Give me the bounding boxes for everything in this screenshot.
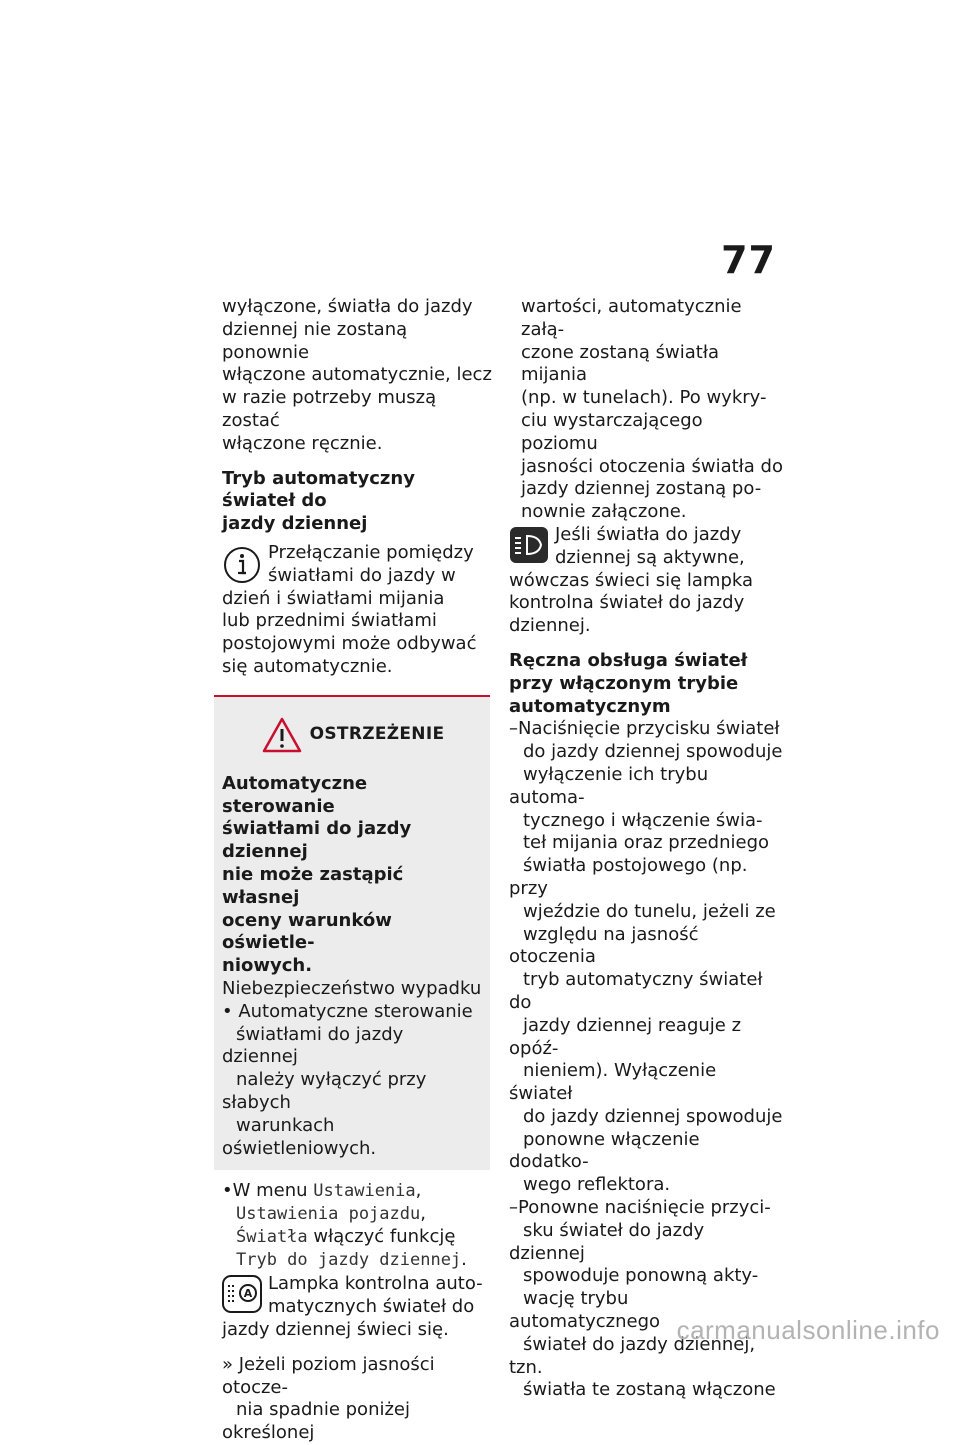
auto-light-indicator-icon [222, 1275, 262, 1313]
warning-bullet: • Automatyczne sterowanie światłami do jazdy dziennej należy wyłączyć przy słabych warunkach oświetleniowych. [222, 1000, 473, 1159]
continued-paragraph: wartości, automatycznie załą- czone zostaną światła mijania (np. w tunelach). Po wykry- ciu wystarczającego poziomu jasności otoczenia światła do jazdy dziennej zostaną po- nownie załączone. [521, 296, 783, 523]
left-column [222, 296, 494, 1445]
warning-bold-text: Automatyczne sterowanie światłami do jazdy dziennej nie może zastąpić własnej oceny warunków oświetle- niowych. [222, 772, 412, 977]
warning-header [222, 717, 484, 753]
dash-item-2: –Ponowne naciśnięcie przyci- sku świateł do jazdy dziennej spowoduje ponowną akty- wację trybu automatycznego świateł do jazdy dziennej, tzn. światła te zostaną włączone [509, 1197, 776, 1401]
menu-path-settings: Ustawienia [313, 1181, 416, 1202]
warning-triangle-icon [262, 717, 302, 753]
menu-path-vehicle-settings: Ustawienia pojazdu [236, 1204, 421, 1225]
right-column [509, 296, 784, 1402]
warning-danger-line: Niebezpieczeństwo wypadku [222, 977, 482, 999]
menu-instruction: •W menu Ustawienia, Ustawienia pojazdu, Światła włączyć funkcję Tryb do jazdy dziennej. [222, 1180, 467, 1270]
menu-path-lights: Światła [236, 1226, 308, 1247]
warning-box [214, 697, 490, 1171]
dash-item-1: –Naciśnięcie przycisku świateł do jazdy dziennej spowoduje wyłączenie ich trybu automa- tycznego i włączenie świa- teł mijania oraz przedniego światła postojowego (np. przy wjeździe do tunelu, jeżeli ze względu na jasność otoczenia tryb automatyczny świateł do jazdy dziennej reaguje z opóź- nieniem). Wyłączenie świateł do jazdy dziennej spowoduje ponowne włączenie dodatko- wego reflektora. [509, 718, 783, 1196]
menu-path-drl-mode: Tryb do jazdy dziennej [236, 1249, 462, 1270]
intro-paragraph: wyłączone, światła do jazdy dziennej nie zostaną ponownie włączone automatycznie, lecz w razie potrzeby muszą zostać włączone ręcznie. [222, 296, 492, 454]
page-number: 77 [721, 238, 776, 282]
drl-indicator-note: Jeśli światła do jazdy dziennej są aktywne, wówczas świeci się lampka kontrolna świateł do jazdy dziennej. [509, 523, 754, 637]
drl-indicator-icon [509, 526, 549, 564]
lamp-note: A Lampka kontrolna auto- matycznych świateł do jazdy dziennej świeci się. [222, 1273, 483, 1341]
svg-text:A: A [243, 1287, 253, 1301]
result-note: » Jeżeli poziom jasności otocze- nia spadnie poniżej określonej [222, 1353, 435, 1444]
section-heading-auto-drl: Tryb automatyczny świateł do jazdy dziennej [222, 467, 415, 535]
info-note: Przełączanie pomiędzy światłami do jazdy w dzień i światłami mijania lub przednimi światłami postojowymi może odbywać się automatycznie. [222, 541, 477, 677]
section-heading-manual: Ręczna obsługa świateł przy włączonym trybie automatycznym [509, 649, 748, 717]
watermark: carmanualsonline.info [676, 1315, 940, 1345]
warning-title: OSTRZEŻENIE [309, 724, 445, 745]
info-icon [222, 544, 262, 586]
